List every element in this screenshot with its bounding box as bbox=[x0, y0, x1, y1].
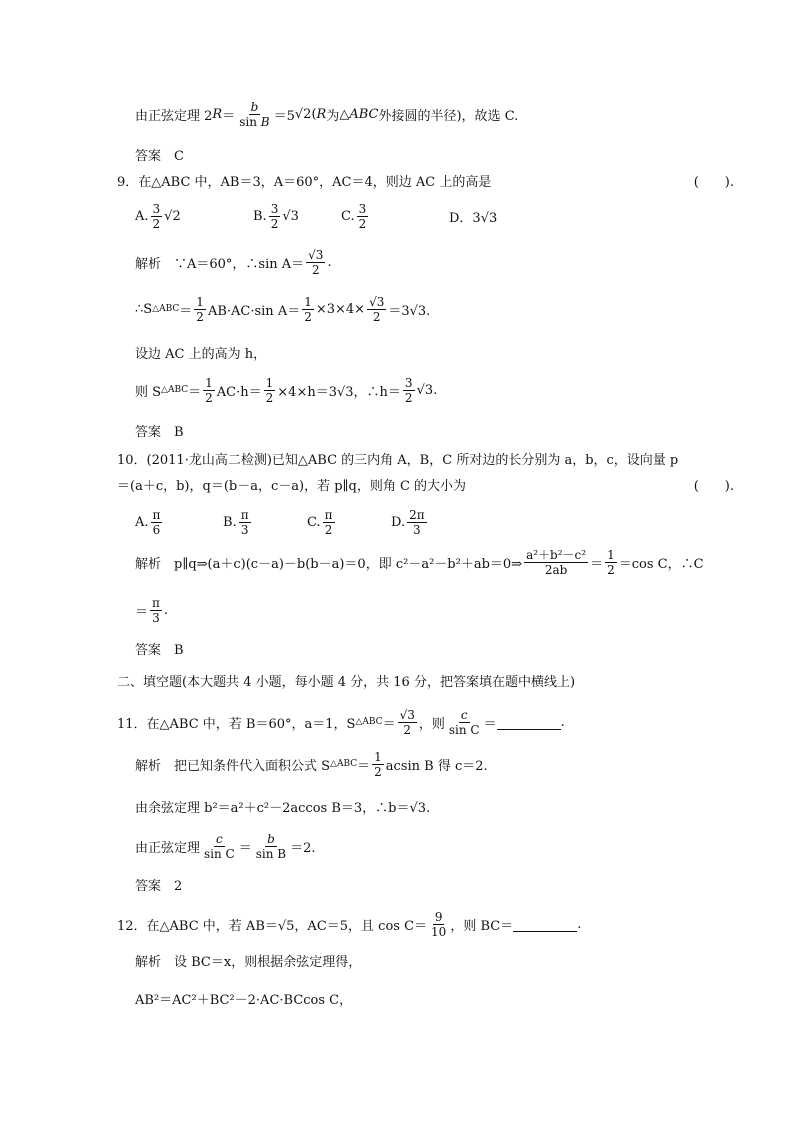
denominator: 3 bbox=[413, 522, 421, 537]
text: √3 bbox=[282, 208, 299, 224]
denominator: 2 bbox=[403, 722, 412, 737]
text: ＝ bbox=[382, 716, 396, 732]
text: ×4×h＝3√3，∴h＝ bbox=[277, 384, 401, 400]
q10-option-d bbox=[391, 508, 429, 537]
fraction bbox=[202, 832, 237, 861]
text: R bbox=[212, 106, 223, 122]
numerator: 1 bbox=[607, 547, 615, 562]
denominator: 2 bbox=[374, 764, 382, 779]
label: A. bbox=[135, 208, 149, 224]
numerator: 1 bbox=[205, 375, 213, 390]
fraction bbox=[323, 508, 335, 537]
denominator: 2 bbox=[265, 390, 274, 405]
fraction bbox=[357, 202, 369, 231]
text: √3. bbox=[416, 382, 438, 398]
numerator: π bbox=[152, 507, 161, 522]
fraction bbox=[150, 596, 162, 625]
text: ＝ bbox=[238, 840, 252, 856]
subscript: △ABC bbox=[161, 385, 189, 395]
subscript: △ABC bbox=[355, 717, 383, 727]
text: ＝ bbox=[357, 758, 371, 774]
text: ×3×4× bbox=[315, 301, 366, 317]
text: R bbox=[316, 106, 327, 122]
q9-options bbox=[135, 198, 734, 234]
q10-option-a bbox=[135, 508, 223, 537]
text: B bbox=[260, 114, 270, 129]
answer-top: 答案 C bbox=[135, 148, 184, 164]
q9-option-c bbox=[341, 202, 449, 231]
numerator: 3 bbox=[270, 201, 279, 216]
q10-options bbox=[135, 504, 734, 540]
q10-option-b bbox=[223, 508, 307, 537]
text: √2 bbox=[164, 208, 181, 224]
q9-solution-3: 设边 AC 上的高为 h， bbox=[135, 346, 267, 362]
label: C. bbox=[341, 208, 355, 224]
denominator bbox=[237, 115, 271, 129]
numerator: 1 bbox=[196, 294, 204, 309]
text: ＝ bbox=[188, 384, 202, 400]
fraction bbox=[203, 376, 215, 405]
label: D. bbox=[391, 514, 406, 530]
denominator: 2 bbox=[152, 216, 161, 231]
q10-solution-2 bbox=[135, 592, 734, 628]
denominator: 2 bbox=[358, 216, 367, 231]
denominator: 2 bbox=[404, 390, 413, 405]
q11-solution-1 bbox=[135, 746, 734, 782]
text: 11．在△ABC 中，若 B＝60°，a＝1，S bbox=[117, 716, 356, 732]
q10-solution-1 bbox=[135, 544, 734, 580]
denominator: 3 bbox=[152, 610, 160, 625]
q10-option-c bbox=[307, 508, 391, 537]
numerator: 1 bbox=[374, 749, 382, 764]
text: ＝ bbox=[483, 716, 497, 732]
text: . bbox=[560, 714, 565, 730]
denominator: sin C bbox=[204, 846, 235, 861]
text: ＝ bbox=[135, 604, 149, 620]
fraction bbox=[264, 376, 276, 405]
label: C. bbox=[307, 514, 321, 530]
fraction bbox=[306, 248, 325, 277]
q11-stem bbox=[117, 704, 734, 740]
numerator: √3 bbox=[308, 247, 324, 262]
text: ∴S bbox=[135, 301, 153, 317]
numerator: 3 bbox=[404, 375, 413, 390]
q10-paren: ( ). bbox=[693, 478, 734, 494]
q9-solution-4 bbox=[135, 372, 734, 408]
text: 解析 p∥q⇒(a＋c)(c－a)－b(b－a)＝0，即 c²－a²－b²＋ab＝0⇒ bbox=[135, 556, 523, 572]
numerator: 1 bbox=[265, 375, 274, 390]
text: . bbox=[327, 254, 332, 270]
q10-stem-1: 10．(2011·龙山高二检测)已知△ABC 的三内角 A，B，C 所对边的长分别为 a，b，c，设向量 p bbox=[117, 452, 679, 468]
q9-solution-2 bbox=[135, 291, 734, 327]
q9-stem-text: 9．在△ABC 中，AB＝3，A＝60°，AC＝4，则边 AC 上的高是 bbox=[117, 174, 492, 190]
text: ＝5 bbox=[273, 108, 295, 124]
sqrt: √2 bbox=[294, 106, 312, 122]
text: AB·AC·sin A＝ bbox=[207, 303, 301, 319]
denominator: 6 bbox=[152, 522, 161, 537]
numerator: 3 bbox=[358, 201, 367, 216]
numerator: √3 bbox=[369, 294, 385, 309]
numerator: 3 bbox=[152, 201, 161, 216]
subscript: △ABC bbox=[330, 759, 358, 769]
q9-paren: ( ). bbox=[693, 174, 734, 190]
numerator: π bbox=[324, 507, 333, 522]
subscript: △ABC bbox=[152, 304, 180, 314]
q9-solution-1 bbox=[135, 244, 734, 280]
text: 则 S bbox=[135, 384, 162, 400]
numerator: b bbox=[267, 831, 275, 846]
denominator: 3 bbox=[240, 522, 249, 537]
q9-stem bbox=[117, 162, 734, 198]
q9-option-d: D．3√3 bbox=[449, 210, 498, 226]
denominator: 2 bbox=[205, 390, 213, 405]
text: 由正弦定理 bbox=[135, 840, 201, 856]
text: 12．在△ABC 中，若 AB＝√5，AC＝5，且 cos C＝ bbox=[117, 918, 428, 934]
section-heading: 二、填空题(本大题共 4 小题，每小题 4 分，共 16 分，把答案填在题中横线上) bbox=[117, 674, 576, 690]
text: △ABC bbox=[339, 106, 379, 122]
fraction bbox=[403, 376, 415, 405]
q9-option-b bbox=[253, 202, 341, 231]
fraction bbox=[447, 708, 482, 737]
text: sin bbox=[239, 114, 257, 129]
text: . bbox=[163, 602, 169, 618]
denominator: 2 bbox=[196, 309, 204, 324]
fraction bbox=[429, 910, 448, 939]
answer-blank bbox=[497, 715, 561, 730]
numerator: c bbox=[460, 707, 468, 722]
q12-stem bbox=[117, 906, 734, 942]
text: . bbox=[577, 916, 582, 932]
text: ＝3√3. bbox=[388, 303, 431, 319]
text: 由正弦定理 2 bbox=[135, 108, 213, 124]
text: ＝2. bbox=[290, 840, 316, 856]
fraction bbox=[302, 295, 314, 324]
q11-solution-3 bbox=[135, 828, 734, 864]
q10-stem-2 bbox=[117, 466, 734, 502]
denominator: 2 bbox=[311, 262, 320, 277]
numerator: c bbox=[216, 831, 223, 846]
text: ＝(a＋c，b)，q＝(b－a，c－a)，若 p∥q，则角 C 的大小为 bbox=[117, 478, 467, 494]
q9-option-a bbox=[135, 202, 253, 231]
fraction bbox=[151, 202, 163, 231]
denominator: sin B bbox=[255, 846, 287, 861]
fraction bbox=[605, 548, 617, 577]
q11-answer: 答案 2 bbox=[135, 878, 183, 894]
fraction bbox=[524, 548, 588, 577]
fraction bbox=[151, 508, 163, 537]
text: ＝ bbox=[222, 108, 236, 124]
fraction bbox=[254, 832, 288, 861]
numerator: π bbox=[240, 507, 249, 522]
numerator: b bbox=[250, 99, 259, 114]
text: ( bbox=[311, 106, 317, 122]
fraction bbox=[269, 202, 281, 231]
text: 为 bbox=[326, 108, 340, 124]
text: AC·h＝ bbox=[216, 384, 262, 400]
fraction bbox=[237, 100, 271, 129]
text: 解析 ∵A＝60°，∴sin A＝ bbox=[135, 256, 305, 272]
denominator: sin C bbox=[448, 722, 480, 737]
numerator: 9 bbox=[434, 909, 443, 924]
denominator: 2ab bbox=[544, 562, 568, 577]
denominator: 2 bbox=[324, 522, 333, 537]
denominator: 2 bbox=[304, 309, 312, 324]
numerator: 2π bbox=[409, 507, 425, 522]
text: acsin B 得 c＝2. bbox=[385, 758, 488, 774]
label: A. bbox=[135, 514, 149, 530]
denominator: 2 bbox=[270, 216, 279, 231]
denominator: 2 bbox=[372, 309, 381, 324]
q12-solution-1: 解析 设 BC＝x，则根据余弦定理得， bbox=[135, 954, 362, 970]
fraction bbox=[239, 508, 251, 537]
label: B. bbox=[253, 208, 267, 224]
fraction bbox=[367, 295, 386, 324]
numerator: a²＋b²－c² bbox=[526, 547, 587, 562]
text: ＝cos C，∴C bbox=[618, 556, 704, 572]
denominator: 10 bbox=[431, 924, 447, 939]
top-solution-line bbox=[135, 96, 734, 132]
text: ，则 BC＝ bbox=[450, 918, 514, 934]
q9-answer: 答案 B bbox=[135, 424, 184, 440]
fraction bbox=[372, 750, 384, 779]
q12-solution-2: AB²＝AC²＋BC²－2·AC·BCcos C， bbox=[135, 992, 353, 1008]
numerator: 1 bbox=[304, 294, 312, 309]
denominator: 2 bbox=[607, 562, 615, 577]
fraction bbox=[398, 708, 417, 737]
fraction bbox=[407, 508, 427, 537]
q11-solution-2: 由余弦定理 b²＝a²＋c²－2accos B＝3，∴b＝√3. bbox=[135, 800, 431, 816]
fraction bbox=[194, 295, 206, 324]
text: ＝ bbox=[179, 303, 193, 319]
label: B. bbox=[223, 514, 237, 530]
text: 解析 把已知条件代入面积公式 S bbox=[135, 758, 331, 774]
answer-blank bbox=[513, 917, 577, 932]
text: ，则 bbox=[418, 716, 445, 732]
numerator: √3 bbox=[399, 707, 415, 722]
text: 外接圆的半径)，故选 C. bbox=[378, 108, 519, 124]
text: ＝ bbox=[590, 556, 604, 572]
numerator: π bbox=[152, 595, 160, 610]
q10-answer: 答案 B bbox=[135, 642, 184, 658]
